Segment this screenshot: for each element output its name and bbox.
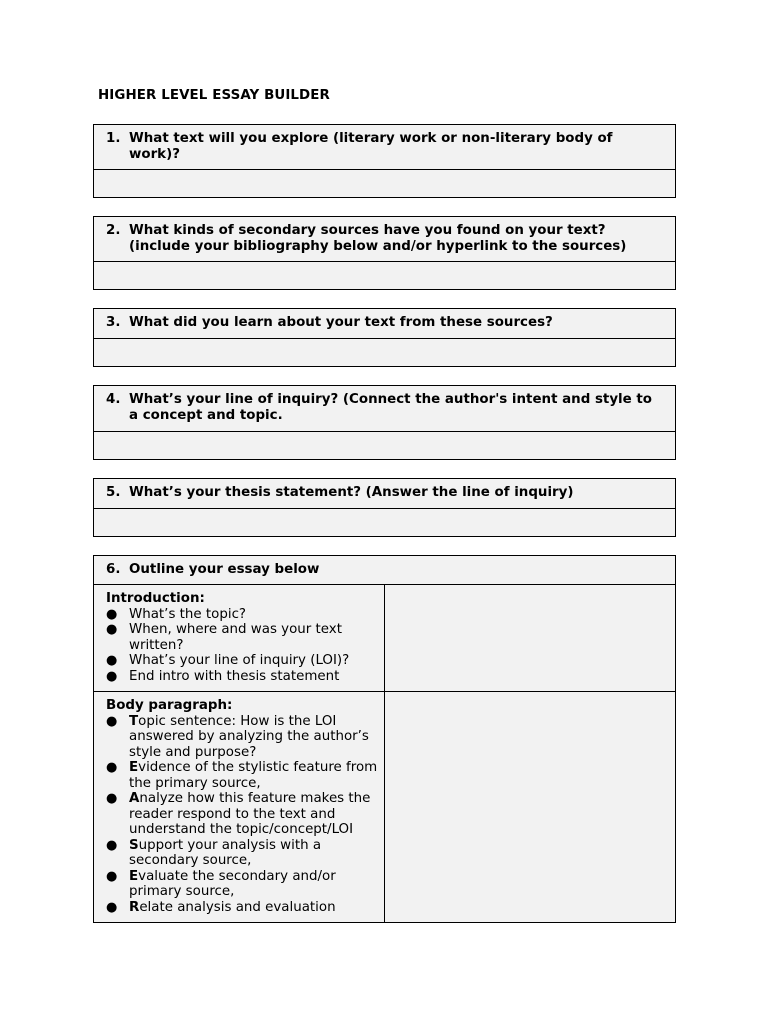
question-3-number: 3. — [106, 315, 121, 330]
bullet-icon: ● — [106, 668, 118, 684]
introduction-list — [106, 607, 380, 685]
question-5-box — [93, 478, 676, 537]
bullet-icon: ● — [106, 868, 118, 884]
question-5-header — [94, 479, 675, 509]
list-item: ● Evaluate the secondary and/or primary source, — [106, 868, 336, 899]
question-5-answer-field[interactable] — [94, 509, 675, 536]
question-1-answer-field[interactable] — [94, 170, 675, 197]
list-item: ● Support your analysis with a secondary source, — [106, 837, 322, 868]
question-4-box — [93, 385, 676, 460]
question-1-box — [93, 124, 676, 198]
list-item: ● Evidence of the stylistic feature from the primary source, — [106, 760, 378, 791]
question-1-text: What text will you explore (literary work or non-literary body of work)? — [129, 131, 613, 162]
list-item: ● What’s your line of inquiry (LOI)? — [106, 653, 350, 668]
body-notes-field[interactable] — [385, 692, 675, 922]
question-3-header — [94, 309, 675, 339]
question-4-text: What’s your line of inquiry? (Connect the author's intent and style to a concept and topic. — [129, 392, 652, 423]
question-4-answer-field[interactable] — [94, 432, 675, 459]
bullet-icon: ● — [106, 837, 118, 853]
list-item: ● What’s the topic? — [106, 606, 247, 622]
introduction-notes-field[interactable] — [385, 585, 675, 691]
question-2-text: What kinds of secondary sources have you found on your text? (include your bibliography below and/or hyperlink to the sources) — [129, 223, 627, 254]
bullet-icon: ● — [106, 760, 118, 775]
bullet-icon: ● — [106, 713, 118, 729]
question-4-header — [94, 386, 675, 432]
bullet-icon: ● — [106, 791, 118, 806]
introduction-guide-cell — [94, 585, 385, 691]
question-2-number: 2. — [106, 223, 121, 238]
body-list — [106, 714, 380, 916]
question-2-box — [93, 216, 676, 290]
question-2-header — [94, 217, 675, 262]
list-item: ● Topic sentence: How is the LOI answered by analyzing the author’s style and purpose? — [106, 713, 369, 760]
question-3-answer-field[interactable] — [94, 339, 675, 366]
question-5-number: 5. — [106, 485, 121, 500]
outline-number: 6. — [106, 562, 121, 577]
bullet-icon: ● — [106, 653, 118, 668]
list-item: ● End intro with thesis statement — [106, 668, 340, 684]
outline-text: Outline your essay below — [129, 562, 320, 577]
outline-table — [93, 555, 676, 923]
bullet-icon: ● — [106, 622, 118, 637]
bullet-icon: ● — [106, 606, 118, 622]
page-title: HIGHER LEVEL ESSAY BUILDER — [98, 88, 330, 103]
question-2-answer-field[interactable] — [94, 262, 675, 289]
outline-row-body — [94, 692, 675, 922]
bullet-icon: ● — [106, 899, 118, 915]
outline-header — [94, 556, 675, 585]
body-heading: Body paragraph: — [106, 698, 233, 713]
question-1-number: 1. — [106, 131, 121, 146]
question-5-text: What’s your thesis statement? (Answer the line of inquiry) — [129, 485, 574, 500]
list-item: ● When, where and was your text written? — [106, 622, 342, 653]
list-item: ● Analyze how this feature makes the reader respond to the text and understand the topic/concept/LOI — [106, 791, 371, 837]
question-3-box — [93, 308, 676, 367]
list-item: ● Relate analysis and evaluation — [106, 899, 336, 915]
introduction-heading: Introduction: — [106, 591, 205, 606]
body-guide-cell — [94, 692, 385, 922]
question-1-header — [94, 125, 675, 170]
question-3-text: What did you learn about your text from these sources? — [129, 315, 553, 330]
outline-row-introduction — [94, 585, 675, 692]
question-4-number: 4. — [106, 392, 121, 407]
